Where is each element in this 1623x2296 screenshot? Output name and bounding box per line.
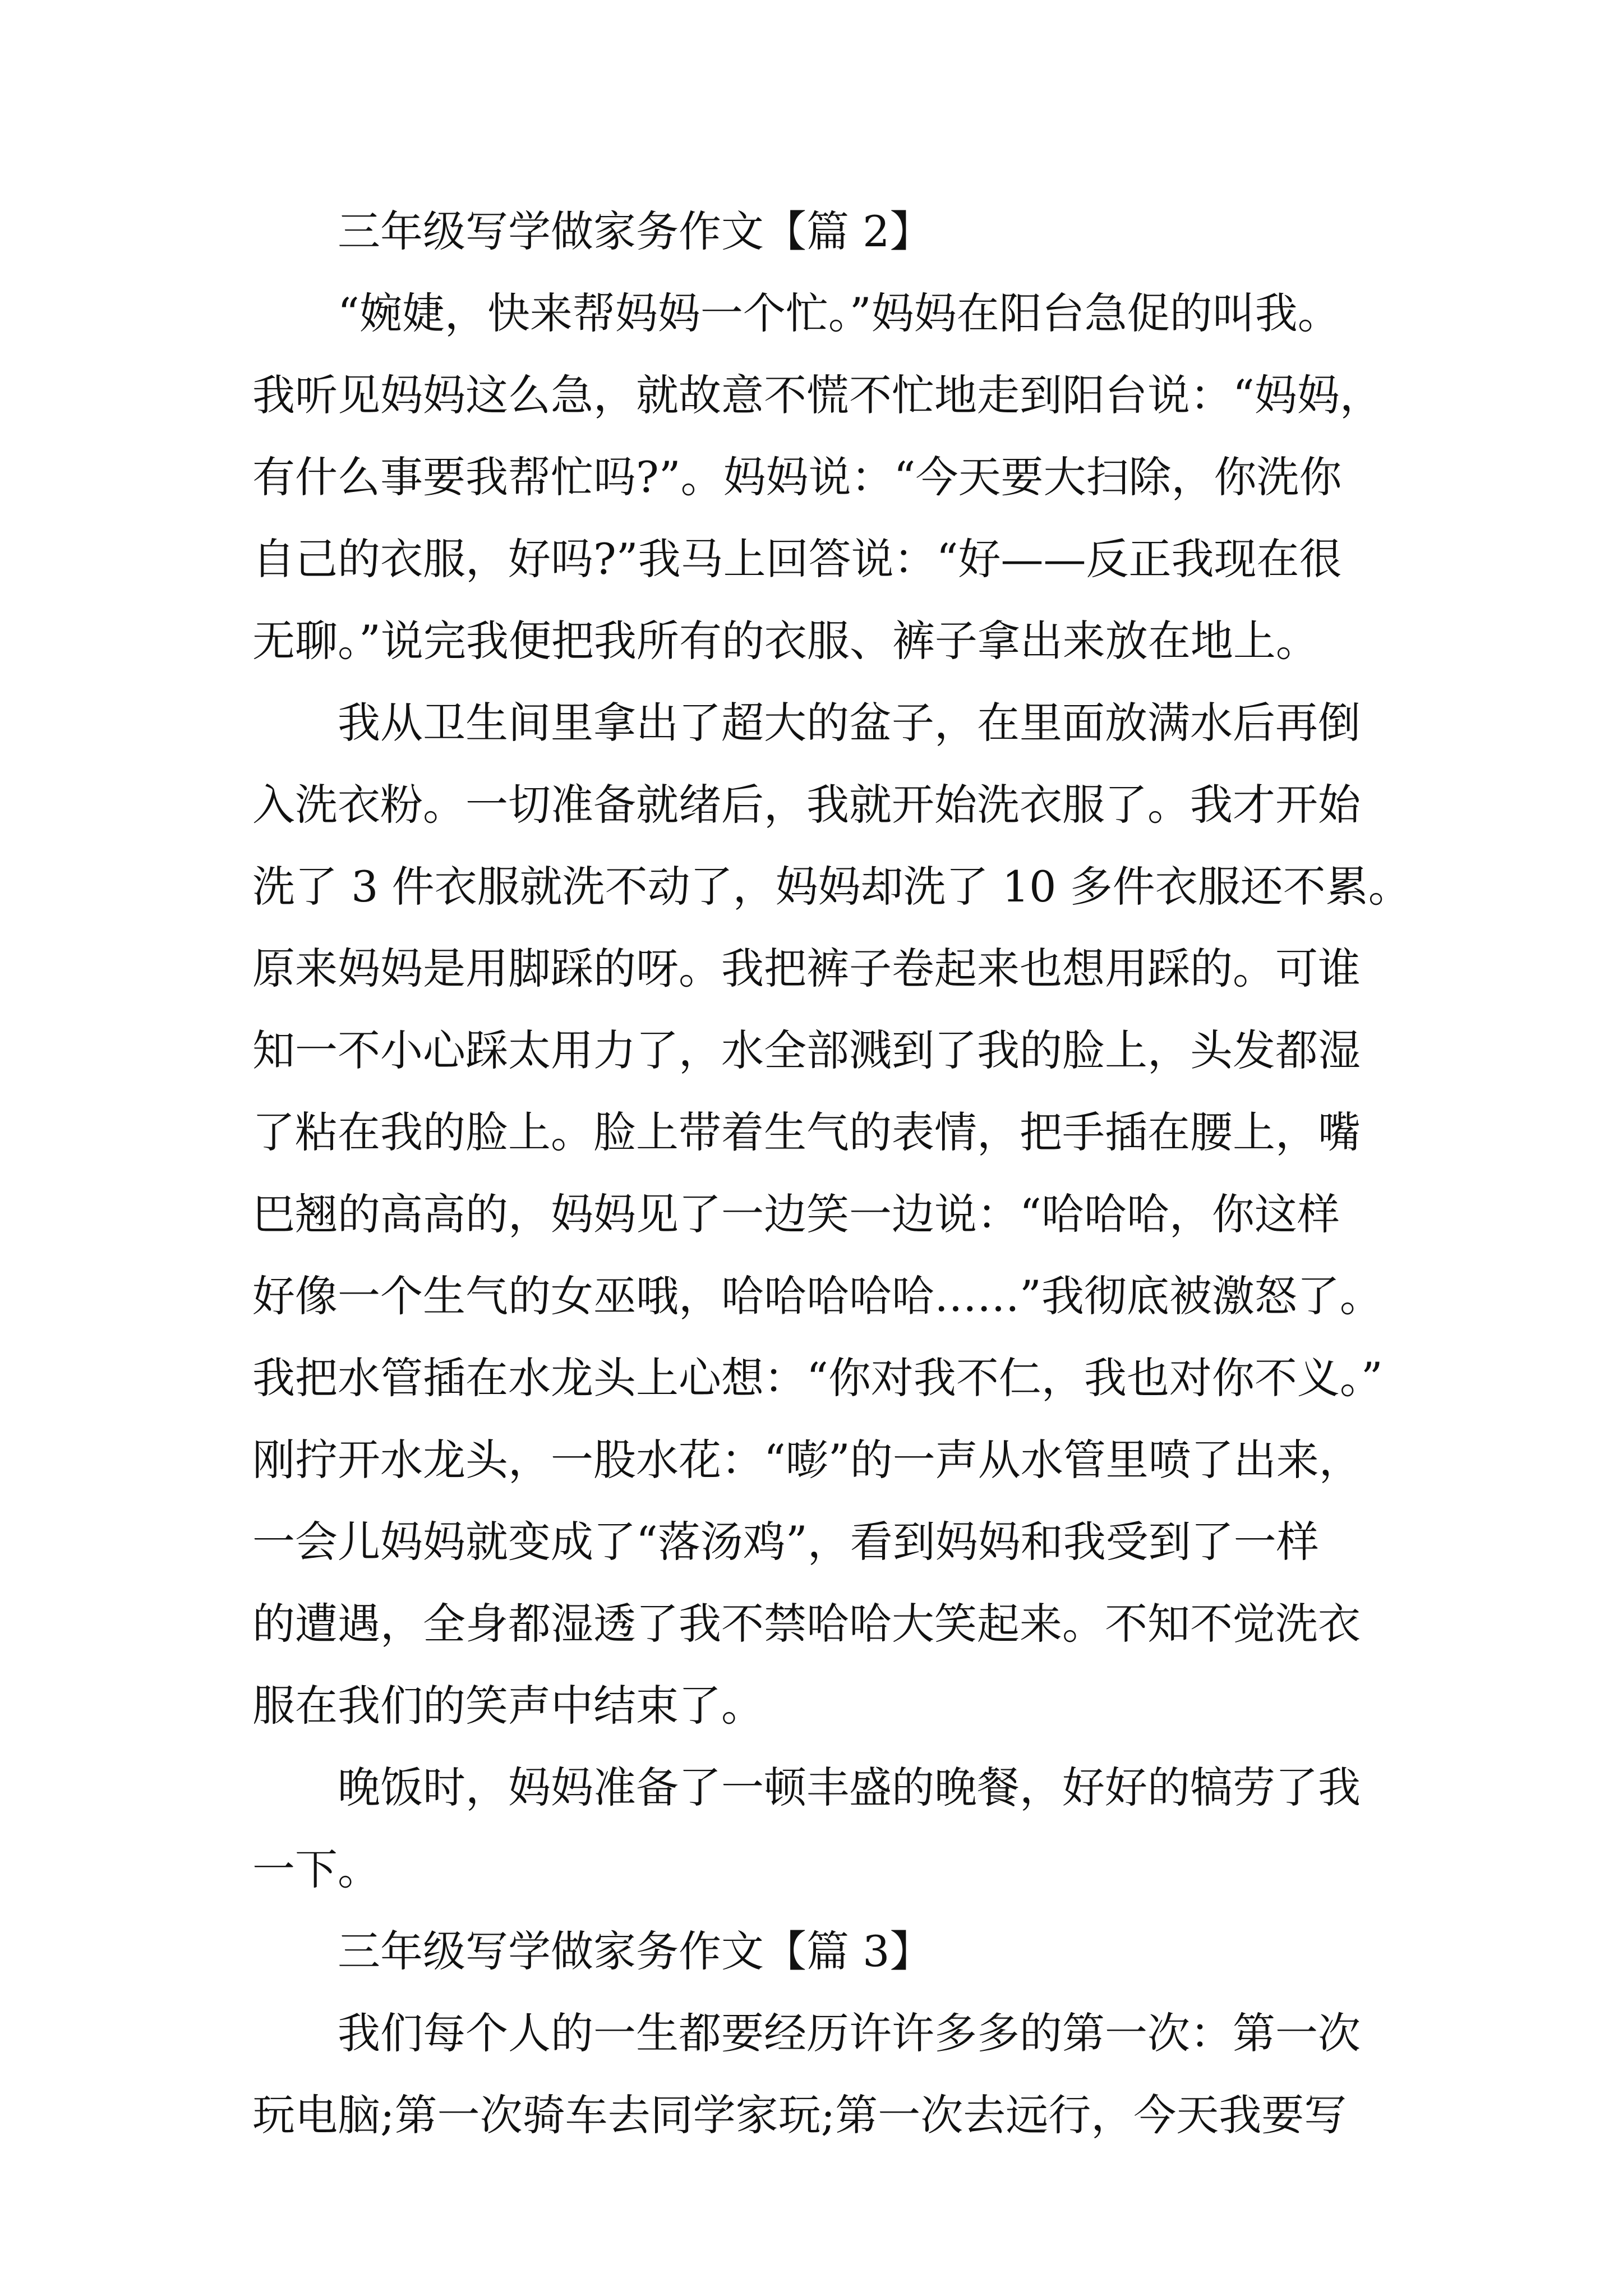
text-line: 巴翘的高高的，妈妈见了一边笑一边说：“哈哈哈，你这样 (252, 1189, 1340, 1239)
text-line: 三年级写学做家务作文【篇 3】 (338, 1926, 933, 1976)
text-line: 玩电脑;第一次骑车去同学家玩;第一次去远行，今天我要写 (252, 2090, 1347, 2140)
text-line: 知一不小心踩太用力了，水全部溅到了我的脸上，头发都湿 (252, 1025, 1361, 1075)
text-line: 的遭遇，全身都湿透了我不禁哈哈大笑起来。不知不觉洗衣 (252, 1599, 1361, 1649)
text-line: 三年级写学做家务作文【篇 2】 (338, 206, 933, 256)
text-line: 刚拧开水龙头，一股水花：“嘭”的一声从水管里喷了出来， (252, 1435, 1362, 1485)
text-line: 好像一个生气的女巫哦，哈哈哈哈哈……”我彻底被激怒了。 (252, 1271, 1382, 1321)
document-body (252, 191, 1430, 2156)
text-line: 了粘在我的脸上。脸上带着生气的表情，把手插在腰上，嘴 (252, 1107, 1361, 1157)
text-line: 一会儿妈妈就变成了“落汤鸡”，看到妈妈和我受到了一样 (252, 1517, 1319, 1567)
text-line: 原来妈妈是用脚踩的呀。我把裤子卷起来也想用踩的。可谁 (252, 944, 1361, 993)
text-line: 我听见妈妈这么急，就故意不慌不忙地走到阳台说：“妈妈， (252, 370, 1382, 420)
text-line: 无聊。”说完我便把我所有的衣服、裤子拿出来放在地上。 (252, 616, 1318, 666)
text-line: 我从卫生间里拿出了超大的盆子，在里面放满水后再倒 (338, 698, 1361, 748)
text-line: 洗了 3 件衣服就洗不动了，妈妈却洗了 10 多件衣服还不累。 (252, 862, 1411, 912)
text-line: 自己的衣服，好吗?”我马上回答说：“好——反正我现在很 (252, 534, 1342, 584)
text-line: 服在我们的笑声中结束了。 (252, 1681, 764, 1731)
text-line: “婉婕，快来帮妈妈一个忙。”妈妈在阳台急促的叫我。 (338, 288, 1340, 338)
text-line: 有什么事要我帮忙吗?”。妈妈说：“今天要大扫除，你洗你 (252, 452, 1342, 502)
text-line: 晚饭时，妈妈准备了一顿丰盛的晚餐，好好的犒劳了我 (338, 1763, 1361, 1812)
text-line: 我们每个人的一生都要经历许许多多的第一次：第一次 (338, 2008, 1361, 2058)
text-line: 入洗衣粉。一切准备就绪后，我就开始洗衣服了。我才开始 (252, 780, 1361, 830)
text-line: 我把水管插在水龙头上心想：“你对我不仁，我也对你不义。” (252, 1353, 1383, 1403)
text-line: 一下。 (252, 1844, 380, 1894)
